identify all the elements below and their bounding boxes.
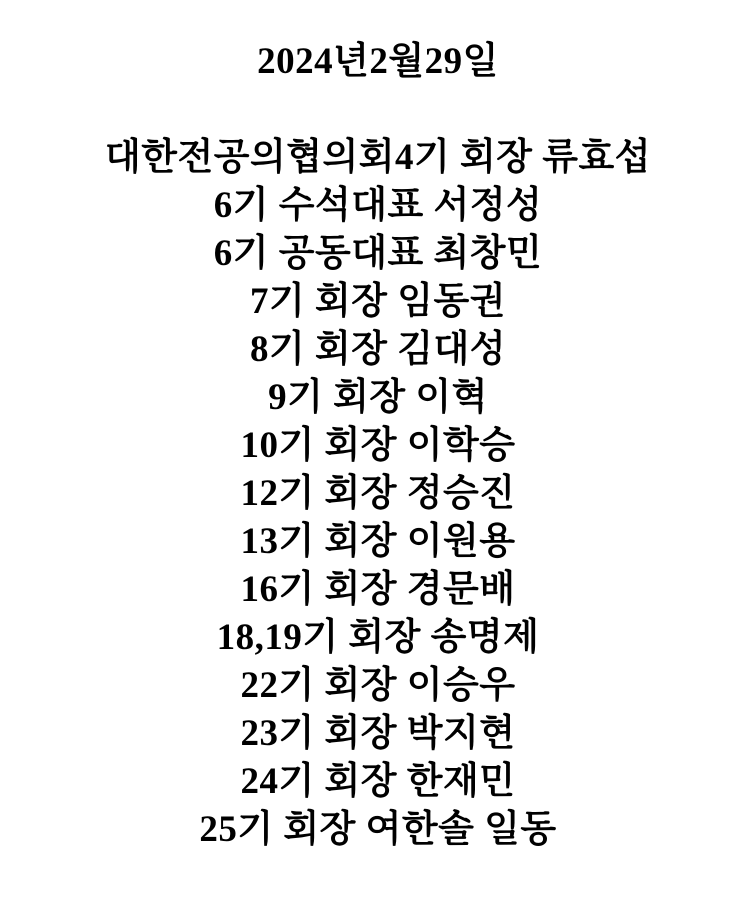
signatory-line: 13기 회장 이원용: [240, 521, 516, 562]
signatory-line: 12기 회장 정승진: [240, 473, 516, 514]
signatory-line: 10기 회장 이학승: [240, 425, 516, 466]
signatory-line: 18,19기 회장 송명제: [216, 617, 540, 658]
signatory-list: [0, 134, 756, 854]
signatory-line: 8기 회장 김대성: [250, 329, 506, 370]
signatory-line: 대한전공의협의회4기 회장 류효섭: [105, 137, 651, 178]
document-date: 2024년2월29일: [257, 41, 499, 82]
signatory-line: 9기 회장 이혁: [268, 377, 488, 418]
signatory-line: 22기 회장 이승우: [240, 665, 516, 706]
signatory-line: 25기 회장 여한솔 일동: [199, 809, 557, 850]
signatory-line: 7기 회장 임동권: [250, 281, 506, 322]
signatory-line: 23기 회장 박지현: [240, 713, 516, 754]
signatory-line: 6기 공동대표 최창민: [213, 233, 543, 274]
signatory-line: 6기 수석대표 서정성: [213, 185, 543, 226]
signatory-line: 24기 회장 한재민: [240, 761, 516, 802]
signatory-line: 16기 회장 경문배: [240, 569, 516, 610]
